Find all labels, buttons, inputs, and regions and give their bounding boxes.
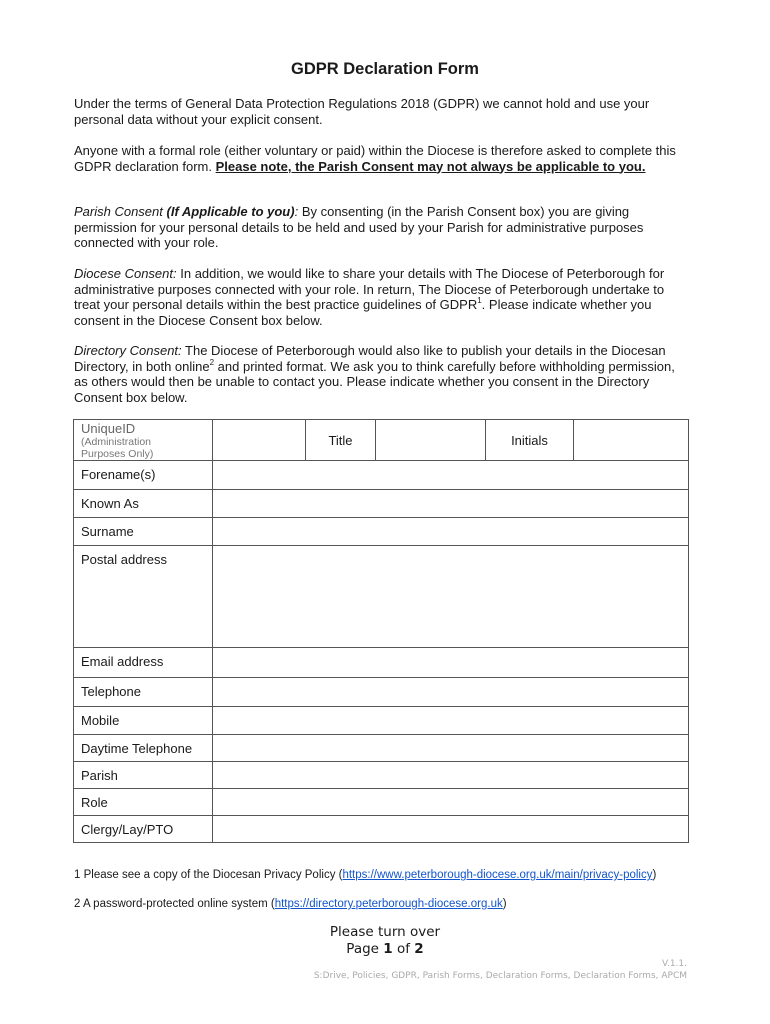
role-field[interactable] <box>213 789 689 816</box>
page-current: 1 <box>383 941 393 957</box>
table-row <box>74 762 689 789</box>
table-row <box>74 816 689 843</box>
declaration-table <box>73 419 689 843</box>
forename-label: Forename(s) <box>74 461 213 490</box>
role-label: Role <box>74 789 213 816</box>
parish-consent-paragraph <box>74 204 689 251</box>
parish-field[interactable] <box>213 762 689 789</box>
unique-id-label: UniqueID <box>81 421 136 436</box>
table-row <box>74 735 689 762</box>
file-path: S:Drive, Policies, GDPR, Parish Forms, Declaration Forms, Declaration Forms, APCM <box>313 971 687 981</box>
parish-consent-text: By consenting (in the Parish Consent box) you are giving permission for your personal details to be held and used by your Parish for administrative purposes connected with your role. <box>74 204 644 250</box>
page-number <box>0 941 770 958</box>
initials-label: Initials <box>486 420 574 461</box>
diocese-consent-text-b: . Please indicate whether you consent in the Diocese Consent box below. <box>74 297 652 328</box>
footnote-1-text: 1 Please see a copy of the Diocesan Privacy Policy ( <box>74 869 343 881</box>
known-as-label: Known As <box>74 490 213 518</box>
diocese-consent-text-a: In addition, we would like to share your details with The Diocese of Peterborough for administrative purposes connected with your role. In return, The Diocese of Peterborough undertake to treat your personal details within the best practice guidelines of GDPR <box>74 266 665 312</box>
table-row <box>74 648 689 678</box>
parish-label: Parish <box>74 762 213 789</box>
parish-consent-condition: (If Applicable to you) <box>166 204 295 219</box>
mobile-field[interactable] <box>213 707 689 735</box>
privacy-policy-link[interactable]: https://www.peterborough-diocese.org.uk/main/privacy-policy <box>342 869 653 881</box>
unique-id-note-1: (Administration <box>81 436 152 448</box>
postal-address-label: Postal address <box>74 546 213 648</box>
directory-link[interactable]: https://directory.peterborough-diocese.org.uk <box>274 898 503 910</box>
table-row <box>74 707 689 735</box>
of-word: of <box>392 941 415 957</box>
surname-label: Surname <box>74 518 213 546</box>
directory-consent-label: Directory Consent: <box>74 343 182 358</box>
version-block <box>314 958 687 982</box>
diocese-consent-paragraph <box>74 266 689 328</box>
title-label: Title <box>306 420 376 461</box>
page-footer <box>0 924 770 958</box>
role-paragraph <box>74 143 689 174</box>
table-row <box>74 490 689 518</box>
daytime-telephone-label: Daytime Telephone <box>74 735 213 762</box>
unique-id-label-cell <box>74 420 213 461</box>
footnote-2-end: ) <box>502 898 507 910</box>
known-as-field[interactable] <box>213 490 689 518</box>
role-text: Anyone with a formal role (either voluntary or paid) within the Diocese is therefore asked to complete this GDPR declaration form. <box>74 143 676 174</box>
email-address-field[interactable] <box>213 648 689 678</box>
initials-field[interactable] <box>574 420 689 461</box>
email-address-label: Email address <box>74 648 213 678</box>
footnote-ref-1: 1 <box>477 296 482 305</box>
intro-paragraph: Under the terms of General Data Protection Regulations 2018 (GDPR) we cannot hold and use your personal data without your explicit consent. <box>74 96 650 127</box>
telephone-field[interactable] <box>213 678 689 707</box>
diocese-consent-label: Diocese Consent: <box>74 266 177 281</box>
table-row <box>74 420 689 461</box>
footnote-2-text: 2 A password-protected online system ( <box>74 898 275 910</box>
footnote-1-end: ) <box>652 869 657 881</box>
clergy-lay-pto-label: Clergy/Lay/PTO <box>74 816 213 843</box>
version-label: V.1.1. <box>661 959 687 969</box>
table-row <box>74 518 689 546</box>
forename-field[interactable] <box>213 461 689 490</box>
unique-id-field[interactable] <box>213 420 306 461</box>
directory-consent-text-a: The Diocese of Peterborough would also like to publish your details in the Diocesan Directory, in both online <box>74 343 666 374</box>
table-row <box>74 678 689 707</box>
title-field[interactable] <box>376 420 486 461</box>
surname-field[interactable] <box>213 518 689 546</box>
footnote-ref-2: 2 <box>209 357 215 367</box>
footnote-2 <box>74 897 689 911</box>
please-turn-over: Please turn over <box>329 924 441 940</box>
directory-consent-text-b: and printed format. We ask you to think carefully before withholding permission, as others would then be unable to contact you. Please indicate whether you consent in the Directory Consent box below. <box>74 358 675 405</box>
clergy-lay-pto-field[interactable] <box>213 816 689 843</box>
telephone-label: Telephone <box>74 678 213 707</box>
daytime-telephone-field[interactable] <box>213 735 689 762</box>
page-total: 2 <box>414 941 424 957</box>
mobile-label: Mobile <box>74 707 213 735</box>
footnote-1 <box>74 868 689 882</box>
table-row <box>74 546 689 648</box>
directory-consent-paragraph <box>74 343 689 405</box>
role-note: Please note, the Parish Consent may not always be applicable to you. <box>215 158 646 174</box>
parish-consent-label: Parish Consent <box>74 204 167 219</box>
unique-id-note-2: Purposes Only) <box>81 448 154 460</box>
table-row <box>74 461 689 490</box>
table-row <box>74 789 689 816</box>
postal-address-field[interactable] <box>213 546 689 648</box>
page-word: Page <box>346 941 384 957</box>
parish-colon: : <box>294 204 299 219</box>
page-title: GDPR Declaration Form <box>291 60 479 78</box>
